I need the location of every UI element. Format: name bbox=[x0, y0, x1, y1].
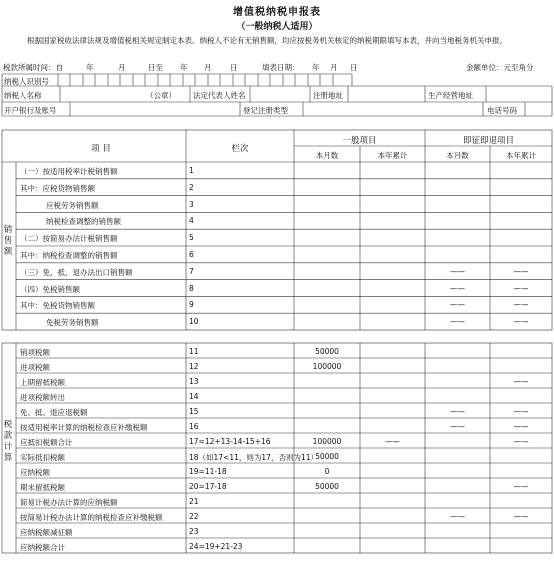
reg-address-label: 注册地址 bbox=[313, 91, 343, 100]
bank-account-label: 开户银行及账号 bbox=[4, 106, 57, 115]
row-label: 应纳税额 bbox=[20, 468, 50, 477]
cell-refund-month: —— bbox=[450, 407, 465, 416]
fill-month: 月 bbox=[330, 63, 338, 72]
row-label: （一）按适用税率计税销售额 bbox=[20, 167, 118, 176]
row-line-number: 22 bbox=[189, 512, 199, 521]
cell-refund-month: —— bbox=[450, 300, 465, 310]
period-month1: 月 bbox=[118, 63, 126, 72]
header-general-month: 本月数 bbox=[315, 151, 339, 160]
section-sales-label: 销售额 bbox=[3, 225, 13, 257]
row-label: 按简易计税办法计算的纳税检查应补缴税额 bbox=[20, 513, 163, 522]
intro-paragraph: 根据国家税收法律法规及增值税相关规定制定本表。纳税人不论有无销售额，均应按税务机关核定的纳税期限填写本表，并向当地税务机关申报。 bbox=[27, 36, 507, 45]
row-label: 期末留抵税额 bbox=[20, 483, 65, 492]
row-label: 应纳税额合计 bbox=[20, 543, 65, 552]
cell-refund-month: —— bbox=[450, 422, 465, 431]
row-line-number: 19=11-18 bbox=[189, 467, 227, 476]
header-refund-year: 本年累计 bbox=[506, 151, 536, 160]
row-label: 简易计税办法计算的应纳税额 bbox=[20, 498, 118, 507]
cell-general-month: 0 bbox=[324, 467, 330, 476]
cell-refund-month: —— bbox=[450, 317, 465, 327]
period-day1: 日至 bbox=[148, 63, 163, 72]
cell-refund-year: —— bbox=[513, 482, 529, 491]
row-line-number: 5 bbox=[189, 233, 194, 243]
seal-label: （公章） bbox=[146, 91, 176, 100]
row-label: 销项税额 bbox=[20, 348, 50, 357]
row-line-number: 10 bbox=[189, 317, 199, 327]
row-line-number: 13 bbox=[189, 377, 199, 386]
row-line-number: 8 bbox=[189, 283, 194, 293]
row-line-number: 20=17-18 bbox=[189, 482, 227, 491]
row-line-number: 1 bbox=[189, 166, 194, 175]
reg-type-label: 登记注册类型 bbox=[243, 106, 288, 115]
section-calc-label: 税款计算 bbox=[3, 420, 13, 463]
row-line-number: 12 bbox=[189, 362, 199, 371]
row-label: 应纳税额减征额 bbox=[20, 528, 73, 537]
cell-refund-month: —— bbox=[450, 283, 465, 293]
cell-general-month: 50000 bbox=[315, 347, 339, 356]
header-refund: 即征即退项目 bbox=[462, 136, 514, 146]
cell-general-month: 50000 bbox=[315, 452, 339, 461]
row-label: （三）免、抵、退办法出口销售额 bbox=[20, 267, 133, 277]
cell-refund-year: —— bbox=[513, 422, 529, 431]
biz-address-label: 生产经营地址 bbox=[428, 91, 473, 100]
fill-day: 日 bbox=[350, 63, 358, 72]
row-line-number: 18（如17<11，则为17，否则为11） bbox=[189, 453, 319, 462]
page-subtitle: （一般纳税人适用） bbox=[236, 22, 318, 32]
period-year1: 年 bbox=[86, 63, 94, 72]
row-line-number: 14 bbox=[189, 392, 199, 401]
row-label: 其中：免税货物销售额 bbox=[20, 301, 95, 311]
row-line-number: 2 bbox=[189, 182, 194, 192]
phone-label: 电话号码 bbox=[487, 106, 517, 115]
cell-refund-year: —— bbox=[513, 407, 529, 416]
amount-unit: 金额单位：元至角分 bbox=[466, 63, 534, 72]
period-label: 税款所属时间：自 bbox=[3, 63, 63, 72]
period-month2: 月 bbox=[204, 63, 212, 72]
row-label: 应税劳务销售额 bbox=[46, 200, 99, 210]
row-line-number: 3 bbox=[189, 199, 194, 209]
row-line-number: 6 bbox=[189, 250, 194, 259]
cell-general-year: —— bbox=[385, 437, 400, 446]
row-label: 上期留抵税额 bbox=[20, 378, 65, 387]
period-year2: 年 bbox=[180, 63, 188, 72]
cell-refund-year: —— bbox=[513, 300, 529, 310]
row-label: 按适用税率计算的纳税检查应补缴税额 bbox=[20, 423, 148, 432]
fill-year: 年 bbox=[312, 63, 320, 72]
cell-refund-year: —— bbox=[513, 266, 529, 276]
legal-rep-label: 法定代表人姓名 bbox=[193, 91, 246, 100]
header-item: 项 目 bbox=[91, 144, 111, 154]
cell-refund-month: —— bbox=[450, 512, 465, 521]
cell-refund-year: —— bbox=[513, 512, 529, 521]
row-label: 进项税额 bbox=[20, 363, 50, 372]
row-line-number: 16 bbox=[189, 422, 199, 431]
row-line-number: 7 bbox=[189, 266, 194, 276]
page-title: 增值税纳税申报表 bbox=[233, 7, 321, 18]
row-line-number: 4 bbox=[189, 216, 194, 226]
cell-refund-year: —— bbox=[513, 283, 529, 293]
cell-refund-year: —— bbox=[513, 377, 529, 386]
row-line-number: 17=12+13-14-15+16 bbox=[189, 437, 271, 446]
row-label: （四）免税销售额 bbox=[20, 284, 80, 294]
cell-refund-year: —— bbox=[513, 437, 529, 446]
cell-general-month: 100000 bbox=[312, 362, 342, 371]
row-line-number: 21 bbox=[189, 497, 199, 506]
header-general-year: 本年累计 bbox=[377, 151, 408, 160]
row-line-number: 23 bbox=[189, 527, 199, 536]
row-line-number: 9 bbox=[189, 300, 194, 310]
row-label: 纳税检查调整的销售额 bbox=[46, 217, 121, 227]
cell-refund-year: —— bbox=[513, 317, 529, 327]
row-line-number: 11 bbox=[189, 347, 199, 356]
row-label: 免、抵、退应退税额 bbox=[20, 408, 88, 417]
period-day2: 日 bbox=[230, 63, 238, 72]
header-line: 栏次 bbox=[231, 144, 249, 154]
row-label: 实际抵扣税额 bbox=[20, 453, 65, 462]
row-label: 应抵扣税额合计 bbox=[20, 438, 73, 447]
header-refund-month: 本月数 bbox=[446, 151, 469, 160]
row-label: （二）按简易办法计税销售额 bbox=[20, 234, 118, 244]
cell-general-month: 100000 bbox=[312, 437, 342, 446]
row-label: 其中：应税货物销售额 bbox=[20, 183, 95, 193]
row-label: 免税劳务销售额 bbox=[46, 318, 99, 328]
taxpayer-name-label: 纳税人名称 bbox=[4, 91, 42, 100]
row-label: 进项税额转出 bbox=[20, 393, 65, 402]
row-label: 其中：纳税检查调整的销售额 bbox=[20, 251, 118, 260]
header-general: 一般项目 bbox=[342, 136, 377, 146]
cell-refund-month: —— bbox=[450, 266, 465, 276]
cell-general-month: 50000 bbox=[315, 482, 339, 491]
fill-date-label: 填表日期： bbox=[262, 63, 300, 72]
row-line-number: 24=19+21-23 bbox=[189, 542, 243, 551]
row-line-number: 15 bbox=[189, 407, 199, 416]
taxpayer-id-label: 纳税人识别号 bbox=[4, 77, 49, 86]
